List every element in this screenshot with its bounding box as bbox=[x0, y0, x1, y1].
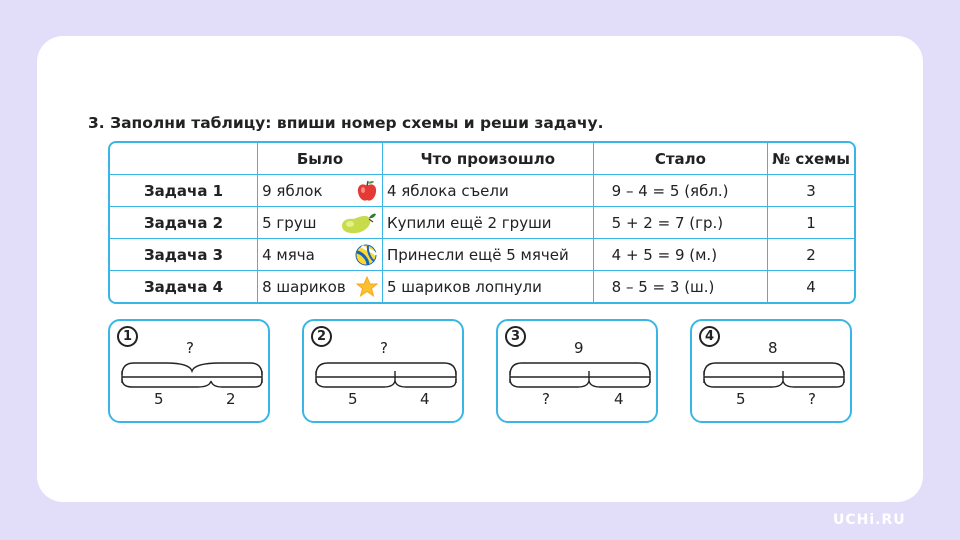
pear-icon bbox=[338, 210, 378, 236]
had-value: 4 мяча bbox=[262, 245, 315, 264]
table-row bbox=[110, 175, 854, 207]
task-title: 3. Заполни таблицу: впиши номер схемы и реши задачу. bbox=[88, 114, 604, 132]
scheme-3 bbox=[496, 319, 658, 423]
scheme-segment-diagram bbox=[498, 321, 660, 425]
scheme-number: 4 bbox=[699, 326, 720, 347]
scheme-total: ? bbox=[186, 339, 194, 357]
scheme-segment-diagram bbox=[110, 321, 272, 425]
header-empty bbox=[110, 143, 258, 175]
scheme-left-part: 5 bbox=[154, 390, 164, 408]
scheme-1 bbox=[108, 319, 270, 423]
scheme-left-part: ? bbox=[542, 390, 550, 408]
event-cell: Принесли ещё 5 мячей bbox=[383, 239, 594, 271]
event-cell: 5 шариков лопнули bbox=[383, 271, 594, 302]
scheme-cell: 3 bbox=[768, 175, 854, 207]
header-event: Что произошло bbox=[383, 143, 594, 175]
result-cell: 4 + 5 = 9 (м.) bbox=[594, 239, 769, 271]
scheme-cell: 2 bbox=[768, 239, 854, 271]
result-cell: 9 – 4 = 5 (ябл.) bbox=[594, 175, 769, 207]
scheme-total: 9 bbox=[574, 339, 584, 357]
header-had: Было bbox=[258, 143, 383, 175]
had-value: 9 яблок bbox=[262, 181, 323, 200]
event-cell: Купили ещё 2 груши bbox=[383, 207, 594, 239]
scheme-left-part: 5 bbox=[736, 390, 746, 408]
scheme-right-part: ? bbox=[808, 390, 816, 408]
table-header-row bbox=[110, 143, 854, 175]
brand-logo: UCHi.RU bbox=[833, 512, 906, 528]
result-cell: 8 – 5 = 3 (ш.) bbox=[594, 271, 769, 302]
had-cell bbox=[258, 175, 383, 207]
scheme-segment-diagram bbox=[692, 321, 854, 425]
star-icon bbox=[356, 276, 378, 298]
had-cell bbox=[258, 271, 383, 302]
task-name: Задача 1 bbox=[110, 175, 258, 207]
scheme-right-part: 2 bbox=[226, 390, 236, 408]
scheme-total: ? bbox=[380, 339, 388, 357]
scheme-4 bbox=[690, 319, 852, 423]
scheme-number: 1 bbox=[117, 326, 138, 347]
scheme-number: 3 bbox=[505, 326, 526, 347]
task-name: Задача 3 bbox=[110, 239, 258, 271]
ball-icon bbox=[354, 243, 378, 267]
scheme-segment-diagram bbox=[304, 321, 466, 425]
scheme-2 bbox=[302, 319, 464, 423]
scheme-cell: 1 bbox=[768, 207, 854, 239]
scheme-right-part: 4 bbox=[420, 390, 430, 408]
had-value: 5 груш bbox=[262, 213, 317, 232]
result-cell: 5 + 2 = 7 (гр.) bbox=[594, 207, 769, 239]
table-row bbox=[110, 207, 854, 239]
scheme-total: 8 bbox=[768, 339, 778, 357]
scheme-right-part: 4 bbox=[614, 390, 624, 408]
table-row bbox=[110, 271, 854, 302]
scheme-cell: 4 bbox=[806, 277, 816, 296]
header-scheme: № схемы bbox=[768, 143, 854, 175]
event-cell: 4 яблока съели bbox=[383, 175, 594, 207]
table-row bbox=[110, 239, 854, 271]
header-result: Стало bbox=[594, 143, 769, 175]
task-name: Задача 2 bbox=[110, 207, 258, 239]
task-table bbox=[108, 141, 856, 304]
had-cell bbox=[258, 239, 383, 271]
had-value: 8 шариков bbox=[262, 277, 346, 296]
apple-icon bbox=[356, 179, 378, 203]
task-name: Задача 4 bbox=[110, 271, 258, 302]
scheme-left-part: 5 bbox=[348, 390, 358, 408]
had-cell bbox=[258, 207, 383, 239]
scheme-number: 2 bbox=[311, 326, 332, 347]
